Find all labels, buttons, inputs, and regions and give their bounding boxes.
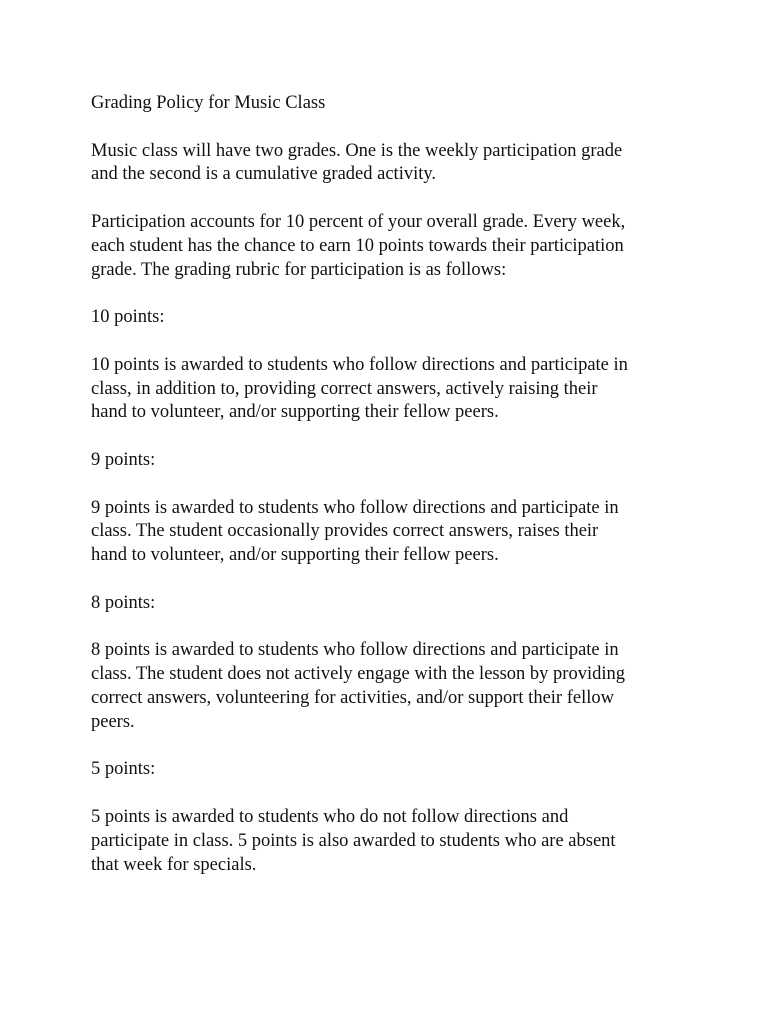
- document-title: Grading Policy for Music Class: [91, 93, 326, 113]
- participation-line: each student has the chance to earn 10 points towards their participation: [91, 235, 624, 256]
- participation-line: grade. The grading rubric for participation is as follows:: [91, 259, 507, 280]
- document-body: [91, 92, 691, 901]
- rubric-description-line: class. The student does not actively engage with the lesson by providing: [91, 664, 625, 685]
- rubric-description: [91, 806, 691, 877]
- intro-paragraph: [91, 140, 691, 188]
- rubric-description-line: hand to volunteer, and/or supporting their fellow peers.: [91, 402, 499, 423]
- participation-paragraph: [91, 211, 691, 282]
- rubric-heading: 9 points:: [91, 449, 156, 470]
- rubric-description-line: class, in addition to, providing correct answers, actively raising their: [91, 378, 598, 399]
- intro-line: and the second is a cumulative graded activity.: [91, 164, 437, 185]
- intro-line: Music class will have two grades. One is the weekly participation grade: [91, 140, 623, 161]
- rubric-description-line: correct answers, volunteering for activities, and/or support their fellow: [91, 687, 614, 708]
- rubric-description-line: hand to volunteer, and/or supporting their fellow peers.: [91, 545, 499, 566]
- rubric-description-line: 8 points is awarded to students who follow directions and participate in: [91, 640, 619, 661]
- rubric-description: [91, 497, 691, 568]
- rubric-description-line: 5 points is awarded to students who do not follow directions and: [91, 806, 569, 827]
- rubric-description-line: that week for specials.: [91, 854, 257, 875]
- rubric-description-line: 9 points is awarded to students who follow directions and participate in: [91, 497, 619, 518]
- rubric-description: [91, 639, 691, 734]
- rubric-heading: 8 points:: [91, 592, 156, 613]
- rubric-description: [91, 354, 691, 425]
- rubric-description-line: peers.: [91, 711, 135, 732]
- rubric-description-line: class. The student occasionally provides correct answers, raises their: [91, 521, 599, 542]
- participation-line: Participation accounts for 10 percent of your overall grade. Every week,: [91, 211, 626, 232]
- rubric-heading: 5 points:: [91, 759, 156, 780]
- rubric-description-line: 10 points is awarded to students who follow directions and participate in: [91, 354, 628, 375]
- rubric-heading: 10 points:: [91, 307, 165, 328]
- rubric-description-line: participate in class. 5 points is also awarded to students who are absent: [91, 830, 616, 851]
